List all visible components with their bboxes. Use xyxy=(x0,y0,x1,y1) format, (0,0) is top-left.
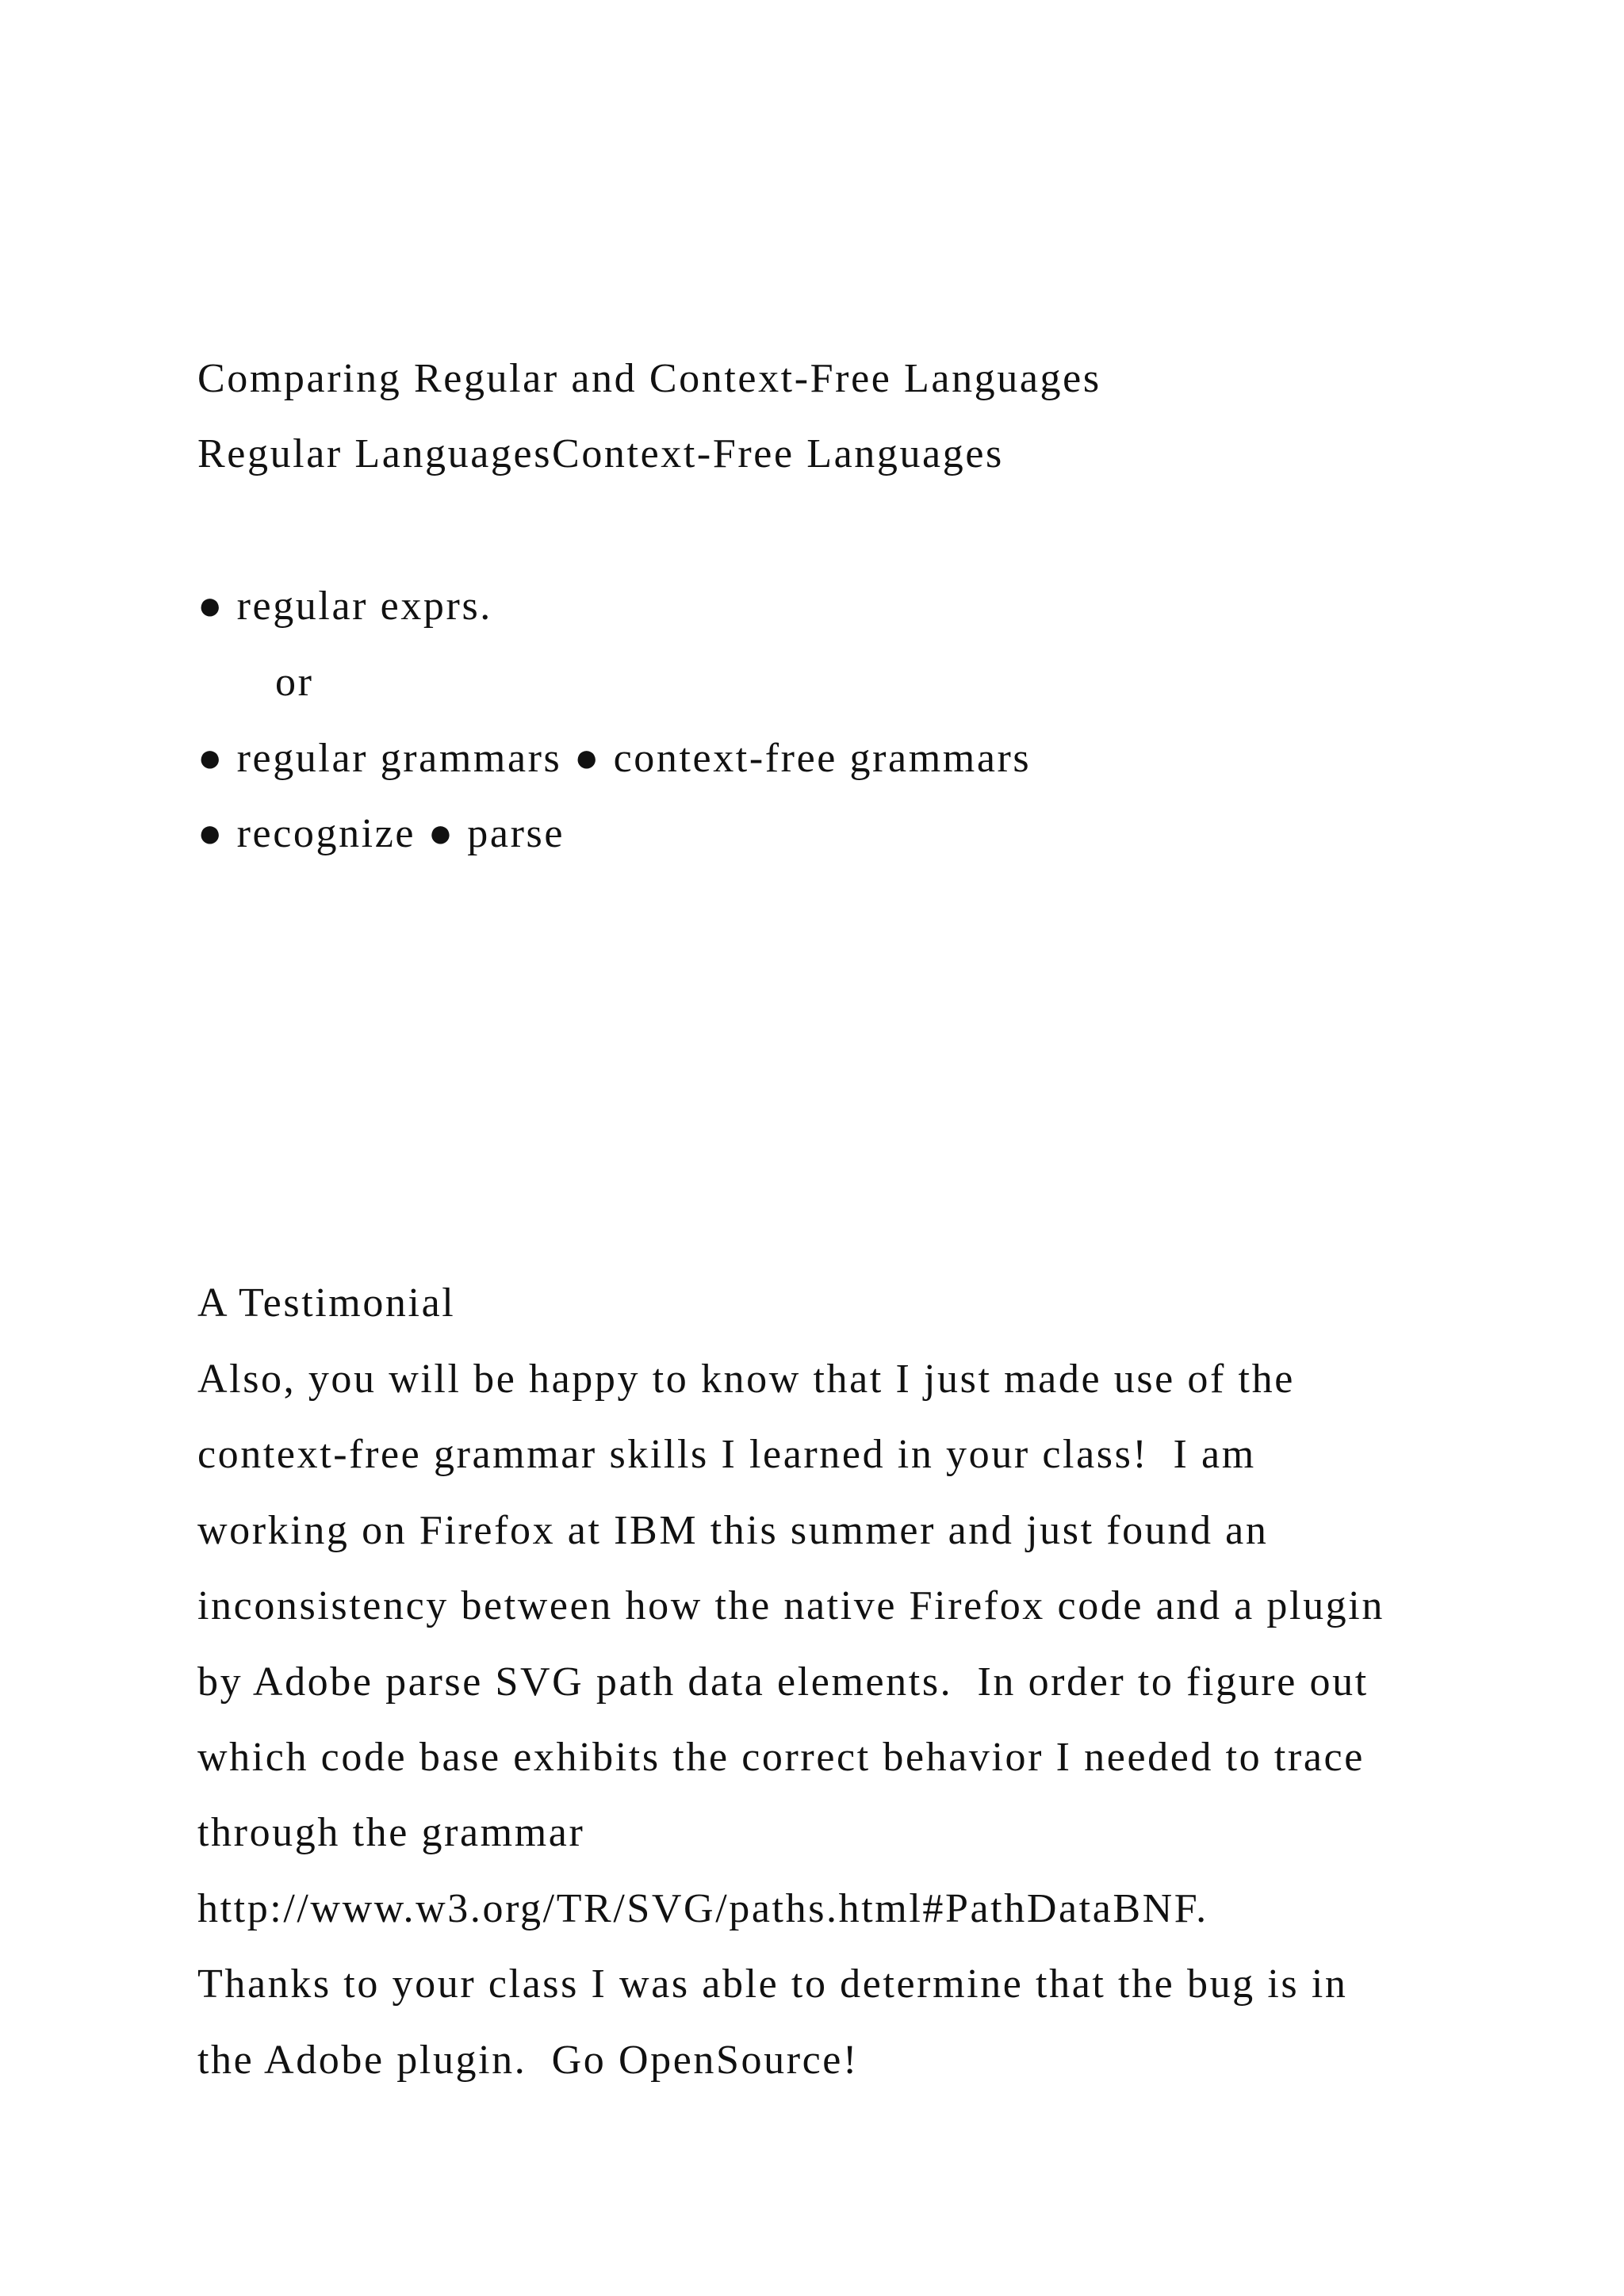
section-title-testimonial: A Testimonial xyxy=(197,1280,456,1326)
testimonial-line-10: the Adobe plugin. Go OpenSource! xyxy=(197,2038,859,2083)
testimonial-line-7: through the grammar xyxy=(197,1810,585,1855)
bullet-recognize-parse: ● recognize ● parse xyxy=(197,811,565,856)
testimonial-line-6: which code base exhibits the correct behavior I needed to trace xyxy=(197,1735,1365,1780)
testimonial-url: http://www.w3.org/TR/SVG/paths.html#PathDataBNF. xyxy=(197,1886,1208,1931)
testimonial-line-9: Thanks to your class I was able to determine that the bug is in xyxy=(197,1961,1348,2007)
testimonial-line-1: Also, you will be happy to know that I just made use of the xyxy=(197,1357,1295,1402)
bullet-grammars: ● regular grammars ● context-free grammars xyxy=(197,736,1032,781)
testimonial-line-2: context-free grammar skills I learned in your class! I am xyxy=(197,1432,1256,1477)
section-title-comparing: Comparing Regular and Context-Free Languages xyxy=(197,356,1101,401)
column-headers: Regular LanguagesContext-Free Languages xyxy=(197,431,1004,476)
testimonial-line-4: inconsistency between how the native Firefox code and a plugin xyxy=(197,1583,1385,1628)
bullet-regular-exprs: ● regular exprs. xyxy=(197,584,492,629)
or-text: or xyxy=(275,660,314,705)
testimonial-line-3: working on Firefox at IBM this summer and just found an xyxy=(197,1508,1269,1553)
testimonial-line-5: by Adobe parse SVG path data elements. In order to figure out xyxy=(197,1659,1369,1705)
